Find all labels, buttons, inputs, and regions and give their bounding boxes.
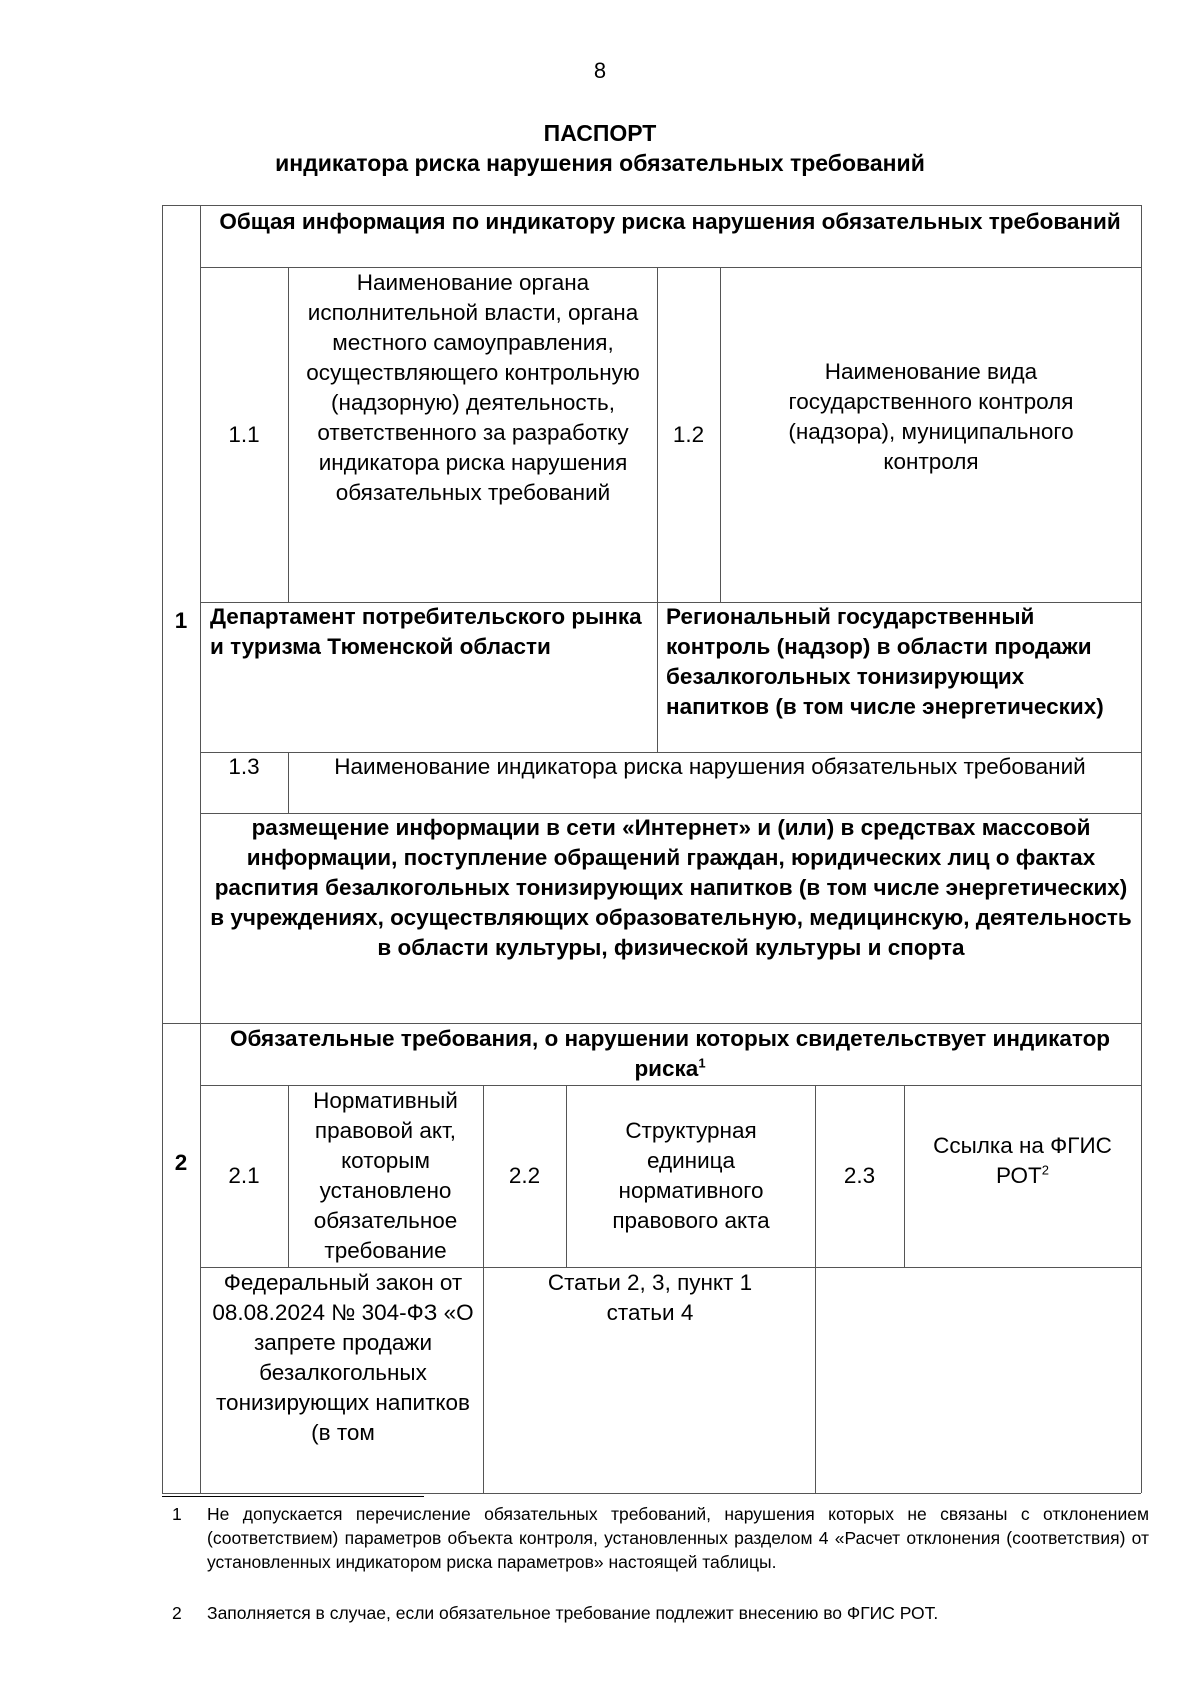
section-2-header-text: Обязательные требования, о нарушении которых свидетельствует индикатор риска <box>229 1026 1111 1081</box>
item-2-3-number: 2.3 <box>843 1163 876 1188</box>
item-2-2-value: Статьи 2, 3, пункт 1 статьи 4 <box>547 1270 753 1325</box>
footnote-separator <box>162 1496 424 1497</box>
item-1-2-label: Наименование вида государственного контроля (надзора), муниципального контроля <box>788 359 1074 474</box>
table-border-right <box>1141 205 1142 1493</box>
item-1-2-number: 1.2 <box>672 421 705 447</box>
item-2-2-label: Структурная единица нормативного правового акта <box>612 1118 770 1233</box>
section-2-number: 2 <box>174 1149 188 1175</box>
col-divider <box>288 752 289 813</box>
item-1-1-value: Департамент потребительского рынка и туризма Тюменской области <box>210 604 642 659</box>
table-border-bottom <box>162 1493 1141 1494</box>
table-border-left <box>162 205 163 1493</box>
col-divider <box>288 1085 289 1267</box>
item-1-1-label: Наименование органа исполнительной власти, органа местного самоуправления, осуществляющего контрольную (надзорную) деятельность, ответственного за разработку индикатора риска нарушения обязательных требований <box>306 270 640 505</box>
item-2-1-label: Нормативный правовой акт, которым установлено обязательное требование <box>313 1088 458 1263</box>
col-divider <box>566 1085 567 1267</box>
item-2-3-label-text: Ссылка на ФГИС РОТ <box>933 1133 1112 1188</box>
footnote-ref-2: 2 <box>1041 1162 1049 1178</box>
col-divider <box>288 267 289 602</box>
item-2-1-number: 2.1 <box>228 1163 260 1188</box>
col-divider <box>657 602 658 752</box>
col-divider <box>904 1085 905 1267</box>
footnote-1-text: Не допускается перечисление обязательных требований, нарушения которых не связаны с отклонением (соответствием) параметров объекта контроля, установленных разделом 4 «Расчет отклонения (соответствия) от установленных индикатором риска параметров» настоящей таблицы. <box>207 1504 1149 1572</box>
document-subtitle: индикатора риска нарушения обязательных требований <box>275 150 925 176</box>
item-1-3-label: Наименование индикатора риска нарушения обязательных требований <box>334 754 1086 779</box>
col-divider <box>720 267 721 602</box>
item-1-2-value: Региональный государственный контроль (надзор) в области продажи безалкогольных тонизирующих напитков (в том числе энергетических) <box>666 604 1104 719</box>
section-1-header: Общая информация по индикатору риска нарушения обязательных требований <box>219 209 1121 234</box>
section-2-header <box>210 1024 1130 1084</box>
footnote-ref-1: 1 <box>698 1055 706 1071</box>
item-2-3-label <box>915 1131 1130 1191</box>
item-2-1-value: Федеральный закон от 08.08.2024 № 304-ФЗ «О запрете продажи безалкогольных тонизирующих напитков (в том <box>212 1270 474 1445</box>
page-number: 8 <box>593 58 607 83</box>
footnote-2-number: 2 <box>172 1603 182 1623</box>
footnote-2-text: Заполняется в случае, если обязательное требование подлежит внесению во ФГИС РОТ. <box>207 1603 939 1623</box>
item-1-3-value: размещение информации в сети «Интернет» и (или) в средствах массовой информации, поступление обращений граждан, юридических лиц о фактах распития безалкогольных тонизирующих напитков (в том числе энергетических) в учреждениях, осуществляющих образовательную, медицинскую, деятельность в области культуры, физической культуры и спорта <box>210 815 1132 960</box>
document-title: ПАСПОРТ <box>543 120 657 146</box>
item-2-2-number: 2.2 <box>508 1163 541 1188</box>
item-1-3-number: 1.3 <box>228 754 260 779</box>
footnote-1-number: 1 <box>172 1504 182 1524</box>
section-1-number: 1 <box>174 607 188 633</box>
item-1-1-number: 1.1 <box>228 421 260 447</box>
